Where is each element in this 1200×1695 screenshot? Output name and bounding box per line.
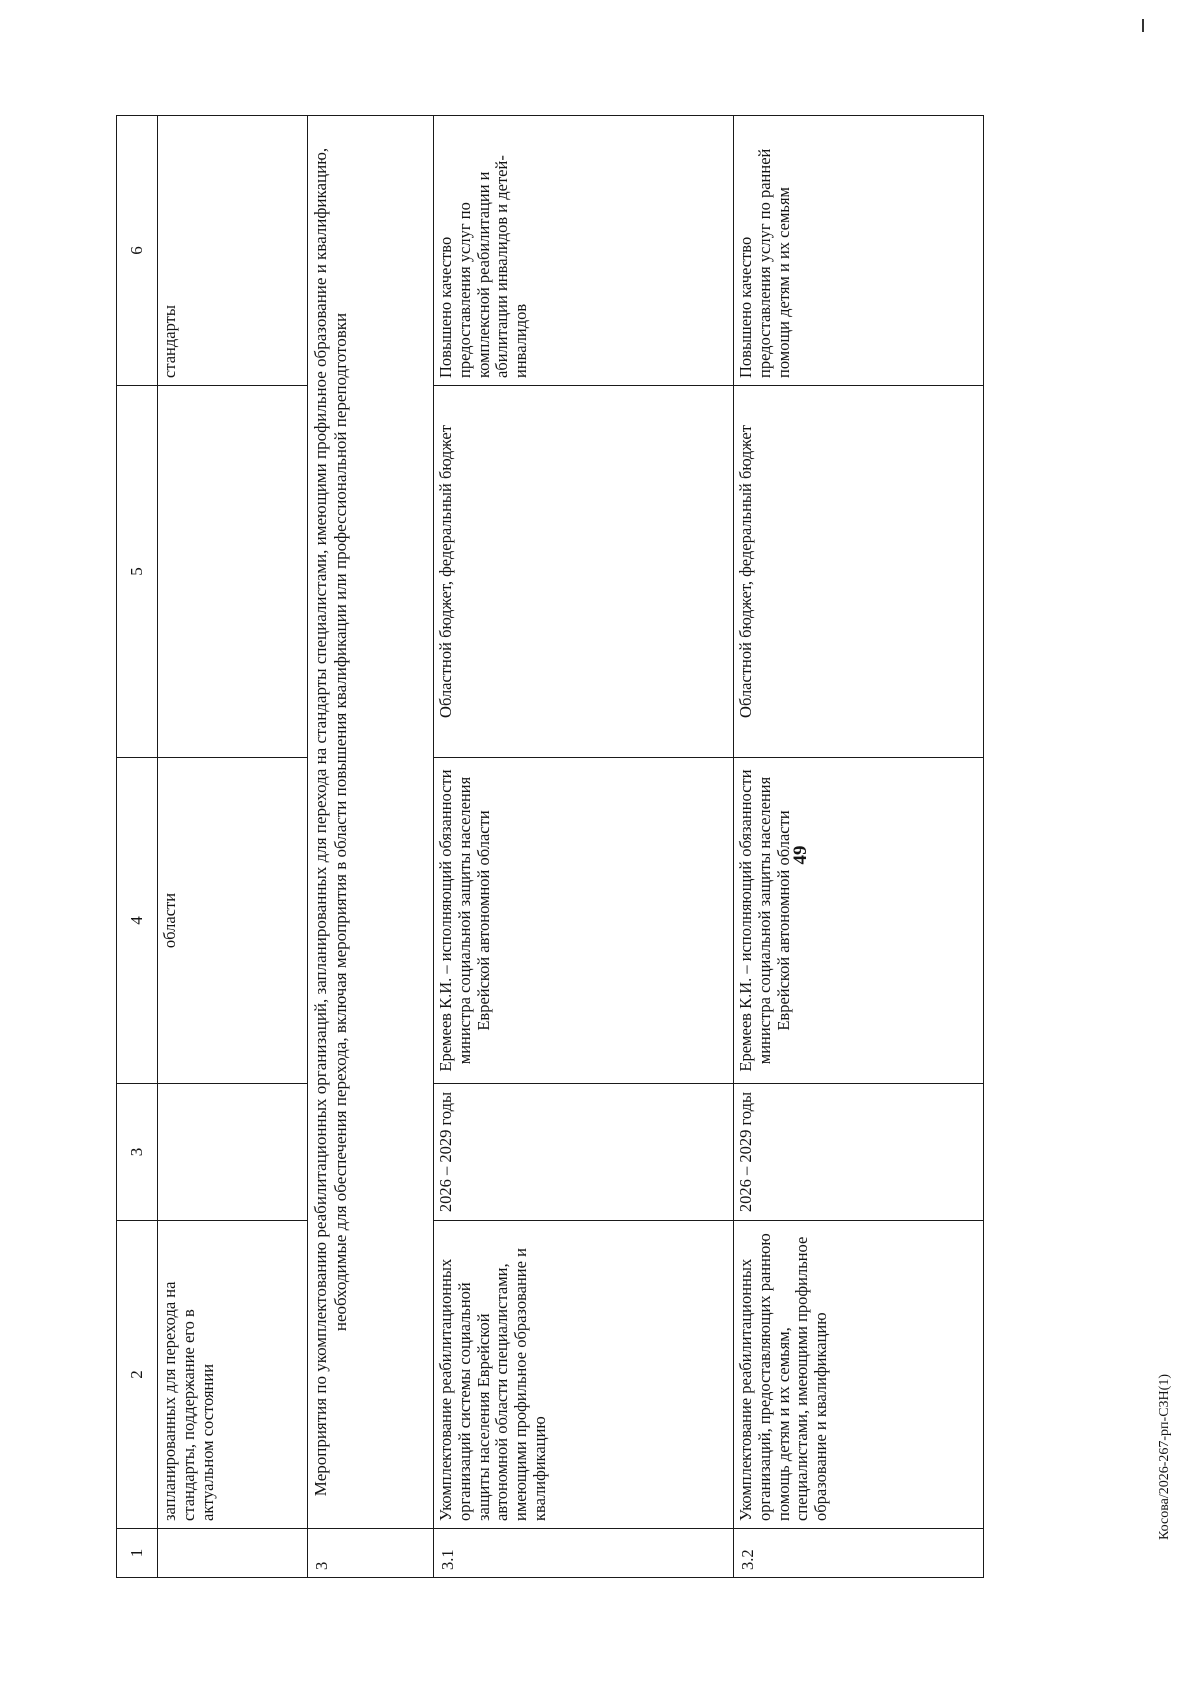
header-col-2: 2 [117, 1221, 158, 1529]
continuation-period [158, 1084, 308, 1221]
document-code: Косова/2026-267-рп-СЗН(1) [1157, 1374, 1172, 1540]
row-funding: Областной бюджет, федеральный бюджет [734, 386, 984, 758]
continuation-result: стандарты [158, 116, 308, 386]
section-title: Мероприятия по укомплектованию реабилитационных организаций, запланированных для перехода на стандарты специалистами, имеющими профильное образование и квалификацию, необходимые для обеспечения перехода, включая мероприятия в области повышения квалификации или профессиональной переподготовки [308, 116, 434, 1529]
page-edge-mark [1142, 19, 1144, 32]
table-row [734, 116, 984, 1578]
row-responsible: Еремеев К.И. – исполняющий обязанности министра социальной защиты населения Еврейской автономной области [434, 758, 734, 1084]
header-col-6: 6 [117, 116, 158, 386]
page-number: 49 [790, 845, 811, 865]
continuation-funding [158, 386, 308, 758]
header-col-4: 4 [117, 758, 158, 1084]
row-period: 2026 – 2029 годы [734, 1084, 984, 1221]
continuation-number [158, 1529, 308, 1578]
section-number: 3 [308, 1529, 434, 1578]
row-responsible: Еремеев К.И. – исполняющий обязанности министра социальной защиты населения Еврейской автономной области [734, 758, 984, 1084]
section-row [308, 116, 434, 1578]
row-activity: Укомплектование реабилитационных организаций системы социальной защиты населения Еврейской автономной области специалистами, имеющими профильное образование и квалификацию [434, 1221, 734, 1529]
table-row [434, 116, 734, 1578]
continuation-responsible: области [158, 758, 308, 1084]
header-col-3: 3 [117, 1084, 158, 1221]
row-number: 3.1 [434, 1529, 734, 1578]
row-funding: Областной бюджет, федеральный бюджет [434, 386, 734, 758]
row-result: Повышено качество предоставления услуг по ранней помощи детям и их семьям [734, 116, 984, 386]
header-col-5: 5 [117, 386, 158, 758]
header-col-1: 1 [117, 1529, 158, 1578]
header-row [117, 116, 158, 1578]
row-result: Повышено качество предоставления услуг по комплексной реабилитации и абилитации инвалидов и детей-инвалидов [434, 116, 734, 386]
row-activity: Укомплектование реабилитационных организаций, предоставляющих раннюю помощь детям и их семьям, специалистами, имеющими профильное образование и квалификацию [734, 1221, 984, 1529]
continuation-row [158, 116, 308, 1578]
row-number: 3.2 [734, 1529, 984, 1578]
row-period: 2026 – 2029 годы [434, 1084, 734, 1221]
continuation-activity: запланированных для перехода на стандарты, поддержание его в актуальном состоянии [158, 1221, 308, 1529]
plan-table [116, 115, 984, 1578]
